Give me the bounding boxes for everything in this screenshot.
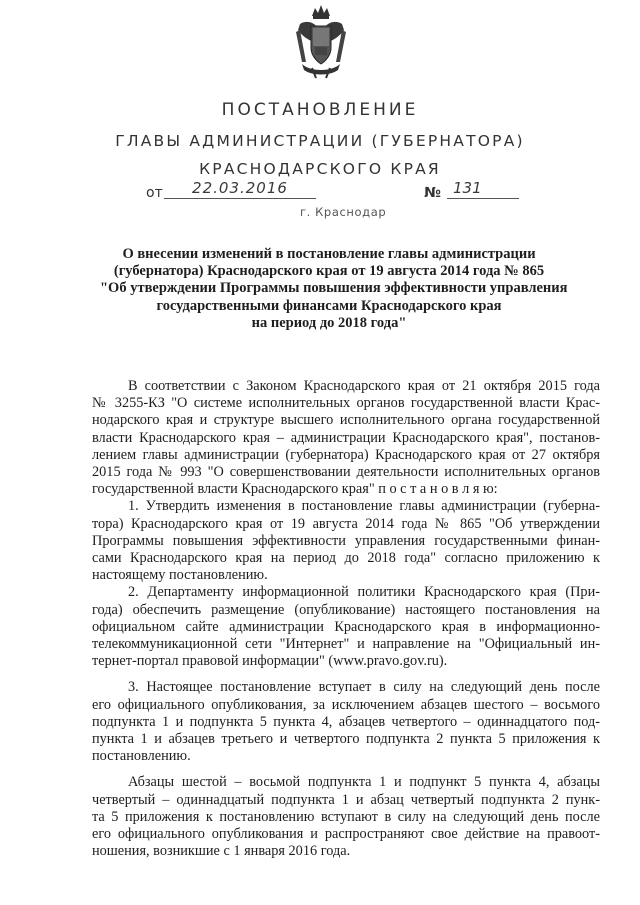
text-line: В соответствии с Законом Краснодарского края от 21 октября 2015 года [128, 378, 600, 394]
text-line: 2. Департаменту информационной политики Краснодарского края (При- [128, 584, 600, 601]
authority-heading: ГЛАВЫ АДМИНИСТРАЦИИ (ГУБЕРНАТОРА) [115, 132, 525, 150]
text-line: 2015 года № 993 "О совершенствовании деятельности исполнительных органов [92, 464, 600, 481]
number-prefix: № [424, 185, 441, 201]
text-line: настоящему постановлению. [92, 567, 268, 584]
clause-2-paragraph [92, 584, 600, 670]
text-line: постановлению. [92, 748, 191, 765]
date-number-line [0, 181, 640, 207]
text-line: Абзацы шестой – восьмой подпункта 1 и подпункт 5 пункта 4, абзацы [128, 774, 600, 791]
title-line: на период до 2018 года" [251, 314, 407, 331]
text-line: официальном сайте администрации Краснодарского края в информационно- [92, 618, 600, 635]
coat-of-arms-icon [292, 2, 350, 80]
title-line: "Об утверждении Программы повышения эффективности управления [100, 280, 568, 297]
clause-3-paragraph [92, 679, 600, 765]
text-line: та 5 приложения к постановлению вступают в силу на следующий день после [92, 808, 600, 825]
title-line: государственными финансами Краснодарского края [156, 297, 502, 314]
clause-1-paragraph [92, 498, 600, 584]
text-line: телекоммуникационной сети "Интернет" и направление на "Официальный ин- [92, 636, 600, 653]
city-label: г. Краснодар [300, 205, 387, 219]
document-title [100, 246, 568, 332]
text-line: 3. Настоящее постановление вступает в силу на следующий день после [128, 679, 600, 696]
document-date: 22.03.2016 [164, 179, 316, 199]
title-line: О внесении изменений в постановление главы администрации [122, 246, 536, 262]
text-line: года) обеспечить размещение (опубликование) настоящего постановления на [92, 601, 600, 618]
text-line: четвертый – одиннадцатый подпункта 1 и абзац четвертый подпункта 2 пунк- [92, 791, 600, 808]
text-line: Программы повышения эффективности управления государственными финан- [92, 532, 600, 549]
text-line: ношения, возникшие с 1 января 2016 года. [92, 843, 351, 860]
text-line: государственной власти Краснодарского края" п о с т а н о в л я ю: [92, 481, 498, 498]
document-number: 131 [447, 179, 519, 199]
region-heading: КРАСНОДАРСКОГО КРАЯ [199, 160, 441, 178]
date-prefix: от [146, 185, 163, 201]
clause-3-addendum-paragraph [92, 774, 600, 860]
text-line: власти Краснодарского края – администрации Краснодарского края", постанов- [92, 429, 600, 446]
text-line: подпункта 1 и подпункта 5 пункта 4, абзацев четвертого – одиннадцатого под- [92, 713, 600, 730]
text-line: № 3255-КЗ "О системе исполнительных органов государственной власти Крас- [92, 395, 600, 412]
text-line: нодарского края и структуре высшего исполнительного органа государственной [92, 412, 600, 429]
text-line: сами Краснодарского края на период до 2018 года" согласно приложению к [92, 550, 600, 567]
text-line: тора) Краснодарского края от 19 августа 2014 года № 865 "Об утверждении [92, 515, 600, 532]
text-line: его официального опубликования и распространяют свое действие на правоот- [92, 826, 600, 843]
preamble-paragraph [92, 378, 600, 498]
text-line: 1. Утвердить изменения в постановление главы администрации (губерна- [128, 498, 600, 515]
text-line: тернет-портал правовой информации" (www.pravo.gov.ru). [92, 653, 448, 670]
title-line: (губернатора) Краснодарского края от 19 августа 2014 года № 865 [113, 263, 545, 280]
text-line: его официального опубликования, за исключением абзацев шестого – восьмого [92, 696, 600, 713]
document-type-heading: ПОСТАНОВЛЕНИЕ [221, 100, 419, 120]
text-line: лением главы администрации (губернатора) Краснодарского края от 27 октября [92, 446, 600, 463]
document-body [92, 378, 600, 860]
text-line: пункта 1 и абзацев третьего и четвертого подпункта 2 пункта 5 приложения к [92, 731, 600, 748]
